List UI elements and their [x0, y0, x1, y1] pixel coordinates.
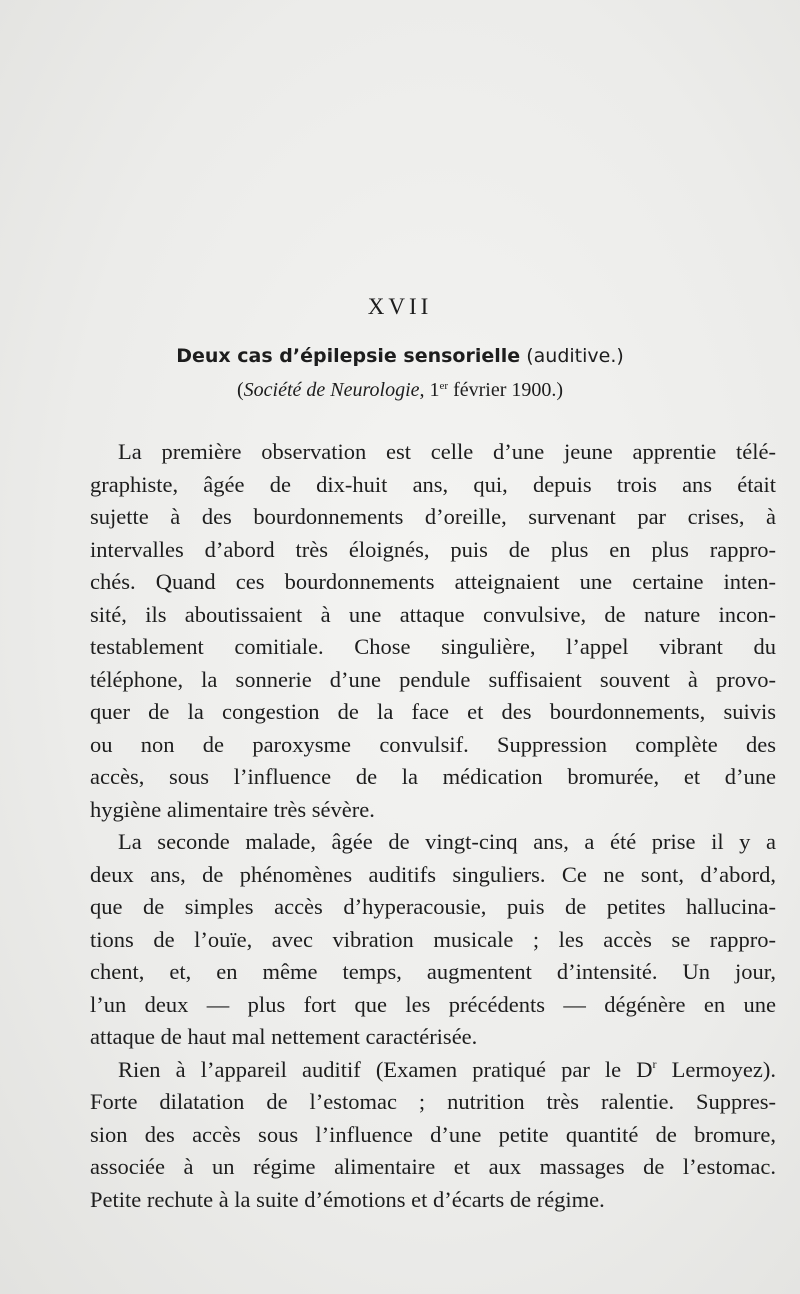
paragraph-line: La première observation est celle d’une jeune apprentie télé- — [118, 439, 776, 464]
paragraph-line: attaque de haut mal nettement caractérisée. — [90, 1024, 478, 1049]
chapter-source — [0, 379, 800, 402]
paragraph-line: téléphone, la sonnerie d’une pendule suffisaient souvent à provo- — [90, 666, 776, 692]
paragraph-line: Petite rechute à la suite d’émotions et d’écarts de régime. — [90, 1186, 605, 1212]
chapter-title-main: Deux cas d’épilepsie sensorielle — [176, 345, 521, 367]
source-society: Société de Neurologie, — [243, 379, 425, 401]
source-date: février 1900.) — [448, 379, 564, 401]
paragraph-line: graphiste, âgée de dix-huit ans, qui, depuis trois ans était — [90, 471, 776, 497]
examiner-name: Lermoyez). — [656, 1056, 776, 1082]
paragraph-line: sité, ils aboutissaient à une attaque convulsive, de nature incon- — [90, 601, 776, 627]
source-open-paren: ( — [236, 379, 244, 401]
paragraph-1 — [90, 436, 776, 826]
chapter-title-paren: (auditive.) — [526, 345, 624, 367]
paragraph-line: associée à un régime alimentaire et aux massages de l’estomac. — [90, 1154, 776, 1179]
paragraph-line: hygiène alimentaire très sévère. — [90, 796, 375, 822]
paragraph-line: que de simples accès d’hyperacousie, puis de petites hallucina- — [90, 894, 776, 919]
paragraph-2 — [90, 826, 776, 1054]
paragraph-line: ou non de paroxysme convulsif. Suppression complète des — [90, 731, 776, 757]
paragraph-line — [118, 1054, 776, 1087]
paragraph-line: quer de la congestion de la face et des bourdonnements, suivis — [90, 699, 776, 724]
paragraph-line: intervalles d’abord très éloignés, puis de plus en plus rappro- — [90, 536, 776, 562]
paragraph-line: chent, et, en même temps, augmentent d’intensité. Un jour, — [90, 959, 776, 984]
source-day: 1 — [424, 379, 440, 401]
paragraph-line: chés. Quand ces bourdonnements atteignaient une certaine inten- — [90, 569, 776, 594]
paragraph-line: l’un deux — plus fort que les précédents — dégénère en une — [90, 991, 776, 1017]
paragraph-3 — [90, 1054, 776, 1217]
chapter-number: XVII — [367, 294, 433, 319]
chapter-title — [0, 345, 800, 367]
source-day-suffix: er — [439, 380, 449, 392]
paragraph-line: deux ans, de phénomènes auditifs singuliers. Ce ne sont, d’abord, — [90, 861, 776, 887]
paragraph-line: accès, sous l’influence de la médication bromurée, et d’une — [90, 764, 776, 789]
doctor-abbrev-suffix: r — [652, 1056, 657, 1071]
paragraph-line: sujette à des bourdonnements d’oreille, survenant par crises, à — [90, 504, 776, 529]
body-text — [90, 436, 776, 1216]
examiner-text: Rien à l’appareil auditif (Examen pratiqué par le D — [118, 1056, 653, 1082]
paragraph-line: sion des accès sous l’influence d’une petite quantité de bromure, — [90, 1121, 776, 1147]
paragraph-line: testablement comitiale. Chose singulière, l’appel vibrant du — [90, 634, 776, 659]
paragraph-line: La seconde malade, âgée de vingt-cinq ans, a été prise il y a — [118, 829, 776, 854]
paragraph-line: tions de l’ouïe, avec vibration musicale ; les accès se rappro- — [90, 926, 776, 952]
paragraph-line: Forte dilatation de l’estomac ; nutrition très ralentie. Suppres- — [90, 1089, 776, 1114]
